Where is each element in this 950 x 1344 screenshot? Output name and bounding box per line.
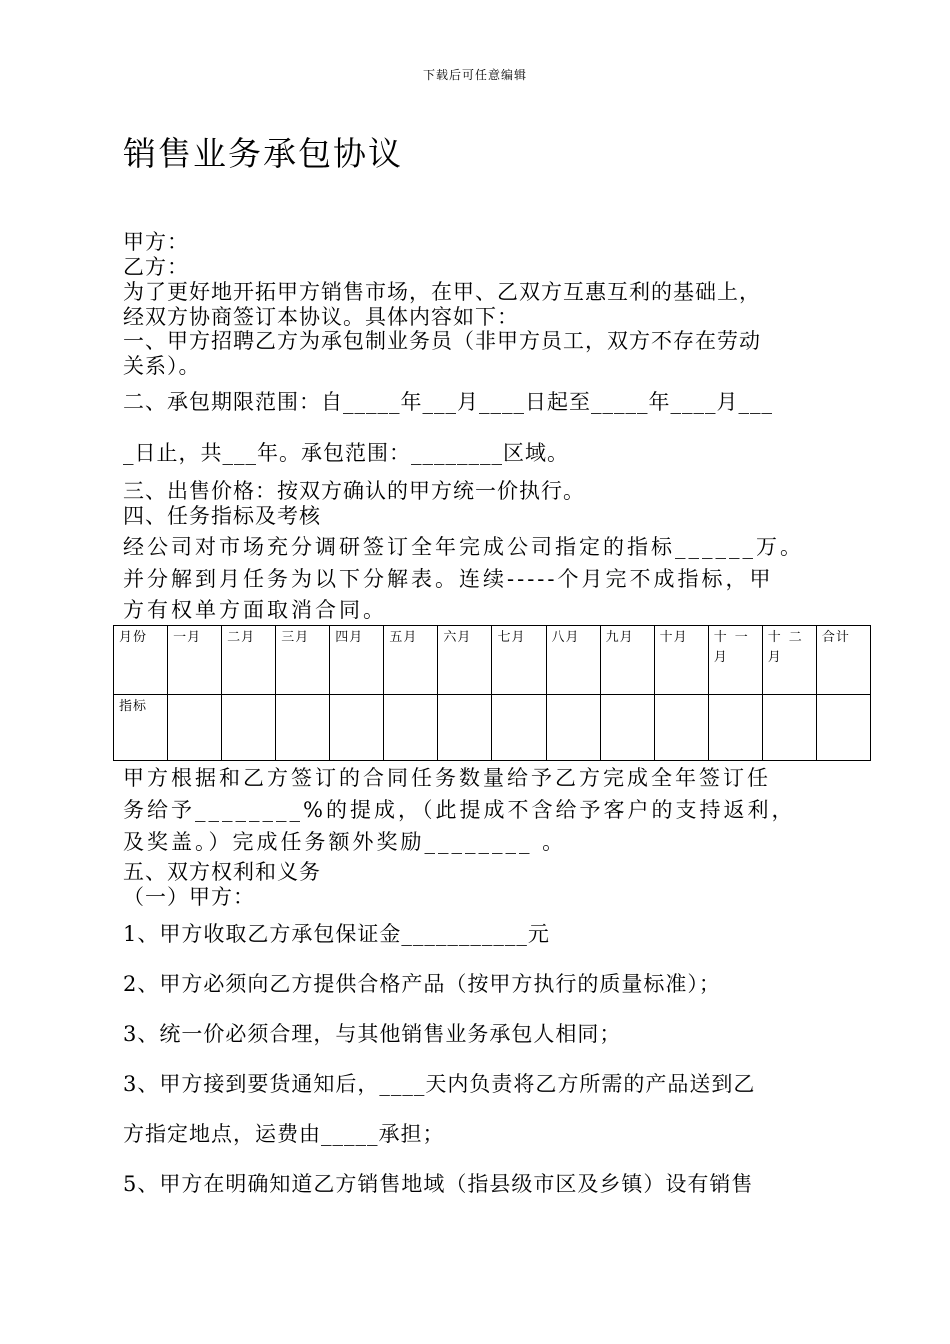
table-header-row [114, 626, 871, 695]
blank-freight: _____ [321, 1122, 379, 1146]
blank-end-day: ___ [738, 390, 773, 414]
table-cell: 七月 [492, 626, 546, 695]
table-cell: 三月 [276, 626, 330, 695]
blank-start-month: ___ [422, 390, 457, 414]
clause-4-heading: 四、任务指标及考核 [123, 504, 321, 528]
commission-line-1: 甲方根据和乙方签订的合同任务数量给予乙方完成全年签订任 [123, 766, 771, 790]
document-title: 销售业务承包协议 [123, 134, 403, 173]
clause-2-line-2 [123, 437, 569, 467]
clause-2-text: 月 [716, 390, 739, 414]
table-cell: 九月 [600, 626, 654, 695]
clause-2-text: _日止，共 [123, 441, 223, 465]
item-4-line-2 [123, 1118, 445, 1148]
clause-2-text: 区域。 [503, 441, 569, 465]
clause-3: 三、出售价格：按双方确认的甲方统一价执行。 [123, 479, 585, 503]
blank-days: ____ [379, 1072, 426, 1096]
intro-line-1: 为了更好地开拓甲方销售市场，在甲、乙双方互惠互利的基础上， [123, 280, 761, 304]
table-cell: 六月 [438, 626, 492, 695]
blank-months: ----- [507, 567, 558, 591]
blank-percent: ________ [195, 798, 303, 822]
party-b-label: 乙方： [123, 255, 189, 279]
table-cell: 十一月 [708, 626, 762, 695]
clause-4-para-2 [123, 563, 773, 593]
blank-start-day: ____ [479, 390, 525, 414]
clause-2-text: 日起至 [525, 390, 591, 414]
clause-2-line-1 [123, 386, 773, 416]
table-cell [276, 695, 330, 761]
item-text: 1、甲方收取乙方承包保证金 [123, 922, 402, 946]
item-text: 承担； [378, 1122, 445, 1146]
clause-4-para-1 [123, 531, 804, 561]
table-cell [330, 695, 384, 761]
clause-4-text: 经公司对市场充分调研签订全年完成公司指定的指标 [123, 535, 675, 559]
clause-4-para-3: 方有权单方面取消合同。 [123, 598, 387, 622]
table-cell [384, 695, 438, 761]
commission-text: %的提成，（此提成不含给予客户的支持返利， [303, 798, 796, 822]
table-cell: 十月 [654, 626, 708, 695]
clause-5-subheading: （一）甲方： [123, 885, 255, 909]
table-cell: 五月 [384, 626, 438, 695]
commission-text: 务给予 [123, 798, 195, 822]
table-cell [222, 695, 276, 761]
item-1 [123, 918, 550, 948]
table-cell: 月份 [114, 626, 168, 695]
item-4-line-1 [123, 1068, 755, 1098]
commission-line-2 [123, 794, 795, 824]
clause-4-text: 并分解到月任务为以下分解表。连续 [123, 567, 507, 591]
blank-area: ________ [411, 441, 503, 465]
item-text: 方指定地点，运费由 [123, 1122, 321, 1146]
item-2: 2、甲方必须向乙方提供合格产品（按甲方执行的质量标准）； [123, 972, 721, 996]
table-cell [600, 695, 654, 761]
table-cell: 四月 [330, 626, 384, 695]
item-text: 元 [527, 922, 550, 946]
table-cell [546, 695, 600, 761]
table-cell [438, 695, 492, 761]
table-cell: 十二月 [762, 626, 816, 695]
clause-2-text: 年 [400, 390, 423, 414]
clause-4-text: 万。 [756, 535, 804, 559]
blank-years: ___ [222, 441, 257, 465]
table-cell: 指标 [114, 695, 168, 761]
clause-2-text: 二、承包期限范围：自 [123, 390, 343, 414]
commission-text: 及奖盖。）完成任务额外奖励 [123, 830, 425, 854]
table-cell [762, 695, 816, 761]
commission-text: 。 [532, 830, 567, 854]
monthly-target-table [113, 625, 871, 761]
clause-1-line-1: 一、甲方招聘乙方为承包制业务员（非甲方员工，双方不存在劳动 [123, 329, 761, 353]
blank-end-year: _____ [591, 390, 649, 414]
clause-4-text: 个月完不成指标，甲 [557, 567, 774, 591]
clause-2-text: 月 [457, 390, 479, 414]
intro-line-2: 经双方协商签订本协议。具体内容如下： [123, 305, 519, 329]
blank-end-month: ____ [670, 390, 717, 414]
table-row [114, 695, 871, 761]
table-cell: 合计 [816, 626, 870, 695]
clause-5-heading: 五、双方权利和义务 [123, 860, 321, 884]
commission-line-3 [123, 826, 566, 856]
party-a-label: 甲方： [123, 230, 189, 254]
item-5: 5、甲方在明确知道乙方销售地域（指县级市区及乡镇）设有销售 [123, 1172, 754, 1196]
blank-start-year: _____ [343, 390, 401, 414]
table-cell [654, 695, 708, 761]
clause-2-text: 年 [648, 390, 671, 414]
item-text: 天内负责将乙方所需的产品送到乙 [425, 1072, 756, 1096]
clause-1-line-2: 关系）。 [123, 354, 201, 378]
table-cell [816, 695, 870, 761]
table-cell [708, 695, 762, 761]
blank-bonus: ________ [424, 830, 533, 854]
table-cell: 八月 [546, 626, 600, 695]
item-3: 3、统一价必须合理，与其他销售业务承包人相同； [123, 1022, 622, 1046]
blank-annual-target: ______ [675, 535, 756, 559]
page-header-note: 下载后可任意编辑 [422, 68, 527, 82]
table-cell: 二月 [222, 626, 276, 695]
table-cell [492, 695, 546, 761]
clause-2-text: 年。承包范围： [257, 441, 411, 465]
table-cell: 一月 [168, 626, 222, 695]
item-text: 3、甲方接到要货通知后， [123, 1072, 380, 1096]
blank-deposit: ___________ [401, 922, 528, 946]
table-cell [168, 695, 222, 761]
